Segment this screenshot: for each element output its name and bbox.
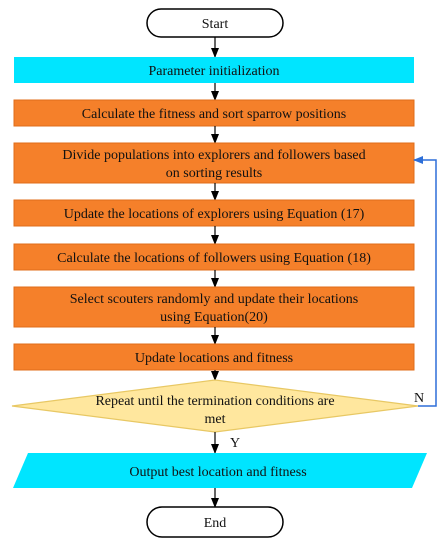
- update-node: [14, 344, 414, 370]
- divide-node: [14, 143, 414, 183]
- scouters-label-line1: Select scouters randomly and update their locations: [69, 292, 359, 307]
- repeat-label-line1: Repeat until the termination conditions are: [95, 394, 335, 409]
- init-node: [14, 57, 414, 83]
- start-label: Start: [201, 17, 229, 32]
- divide-label-line2: on sorting results: [165, 166, 263, 181]
- repeat-label-line2: met: [204, 412, 226, 427]
- loop-back-arrow: [414, 160, 436, 406]
- divide-label-line1: Divide populations into explorers and followers based: [62, 148, 366, 163]
- followers-node: [14, 244, 414, 270]
- fitness-label: Calculate the fitness and sort sparrow positions: [81, 107, 347, 122]
- end-label: End: [203, 516, 227, 531]
- scouters-node: [14, 287, 414, 327]
- output-node: [13, 453, 427, 488]
- scouters-label-line2: using Equation(20): [160, 310, 268, 325]
- explorers-node: [14, 200, 414, 226]
- start-node: [147, 9, 283, 37]
- followers-label: Calculate the locations of followers using Equation (18): [57, 251, 371, 266]
- no-label: N: [414, 391, 425, 406]
- repeat-decision: [12, 380, 418, 432]
- update-label: Update locations and fitness: [134, 351, 294, 366]
- output-label: Output best location and fitness: [129, 465, 307, 480]
- init-label: Parameter initialization: [148, 64, 280, 79]
- end-node: [147, 507, 283, 537]
- yes-label: Y: [230, 436, 241, 451]
- fitness-node: [14, 100, 414, 126]
- explorers-label: Update the locations of explorers using Equation (17): [63, 207, 365, 222]
